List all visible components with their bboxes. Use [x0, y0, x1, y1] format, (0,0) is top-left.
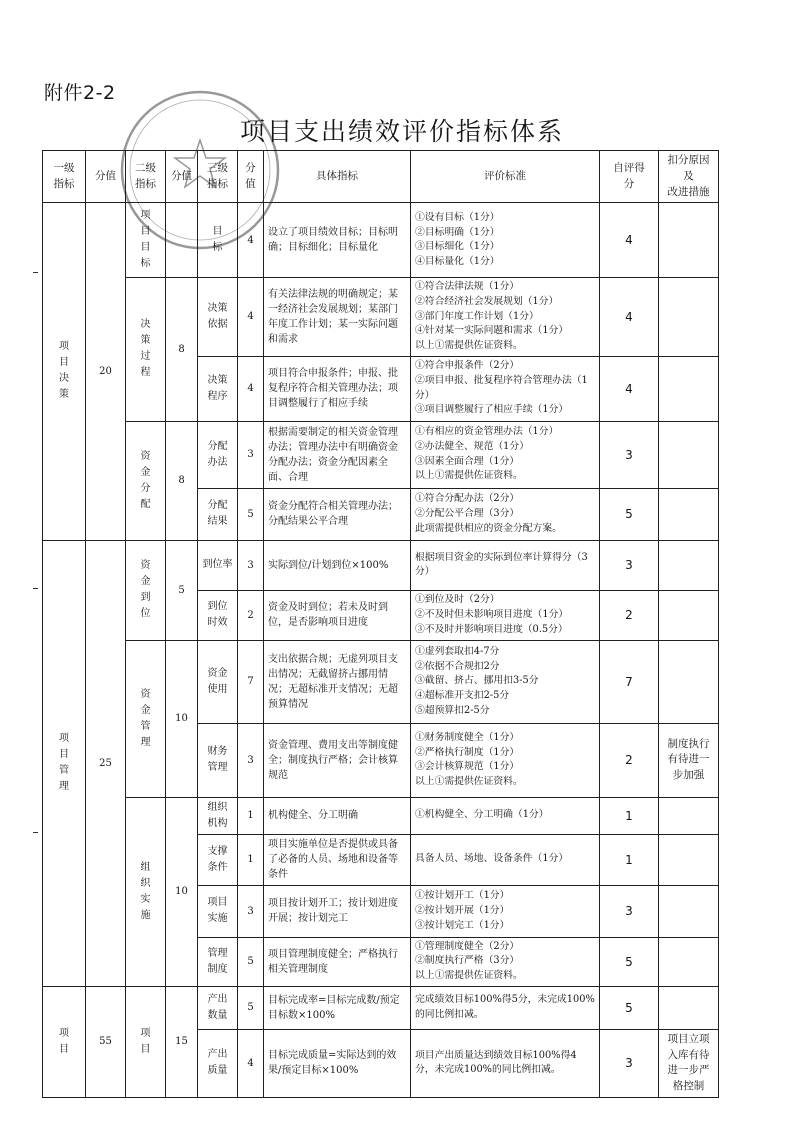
detail-cell: 机构健全、分工明确: [264, 797, 411, 834]
l3-score: 7: [238, 640, 264, 723]
l2-score: 15: [166, 986, 198, 1097]
criteria-cell: ①按计划开工（1分） ②按计划开展（1分） ③按计划完工（1分）: [411, 885, 600, 937]
self-score-cell: 5: [600, 937, 659, 986]
header-l3: 三级 指标: [198, 151, 238, 203]
header-deduct: 扣分原因及 改进措施: [659, 151, 719, 203]
l3-score: 1: [238, 834, 264, 885]
note-cell: [659, 356, 719, 421]
l3-name: 目 标: [198, 203, 238, 278]
criteria-cell: ①机构健全、分工明确（1分）: [411, 797, 600, 834]
note-cell: [659, 540, 719, 590]
document-title: 项目支出绩效评价指标体系: [240, 117, 565, 146]
l3-score: 4: [238, 278, 264, 356]
note-cell: 制度执行有待进一步加强: [659, 723, 719, 797]
l3-score: 5: [238, 937, 264, 986]
l3-name: 支撑 条件: [198, 834, 238, 885]
note-cell: [659, 640, 719, 723]
l3-name: 项目 实施: [198, 885, 238, 937]
l2-score: 8: [166, 421, 198, 540]
detail-cell: 项目管理制度健全；严格执行相关管理制度: [264, 937, 411, 986]
self-score-cell: 3: [600, 421, 659, 488]
margin-mark: [33, 832, 38, 833]
self-score-cell: 5: [600, 488, 659, 540]
l2-score: 8: [166, 278, 198, 421]
l3-score: 4: [238, 203, 264, 278]
l1-score: 25: [86, 540, 126, 986]
detail-cell: 支出依据合规；无虚列项目支出情况；无截留挤占挪用情况；无超标准开支情况；无超预算情况: [264, 640, 411, 723]
l2-name: 组 织 实 施: [126, 797, 166, 986]
table-row: [43, 421, 719, 488]
self-score-cell: 2: [600, 723, 659, 797]
l1-score: 20: [86, 203, 126, 540]
l3-name: 分配 办法: [198, 421, 238, 488]
l3-score: 1: [238, 797, 264, 834]
margin-mark: [33, 272, 38, 273]
l2-name: 项 目: [126, 986, 166, 1097]
detail-cell: 资金管理、费用支出等制度健全；制度执行严格；会计核算规范: [264, 723, 411, 797]
detail-cell: 项目实施单位是否提供或具备了必备的人员、场地和设备等条件: [264, 834, 411, 885]
l3-name: 到位率: [198, 540, 238, 590]
note-cell: [659, 278, 719, 356]
detail-cell: 目标完成质量=实际达到的效果/预定目标×100%: [264, 1029, 411, 1097]
criteria-cell: 具备人员、场地、设备条件（1分）: [411, 834, 600, 885]
criteria-cell: ①有相应的资金管理办法（1分） ②办法健全、规范（1分） ③因素全面合理（1分） 以上①需提供佐证资料。: [411, 421, 600, 488]
header-s2: 分值: [166, 151, 198, 203]
l1-name: 项 目: [43, 986, 86, 1097]
criteria-cell: ①虚列套取扣4-7分 ②依据不合规扣2分 ③截留、挤占、挪用扣3-5分 ④超标准开支扣2-5分 ⑤超预算扣2-5分: [411, 640, 600, 723]
note-cell: [659, 421, 719, 488]
self-score-cell: 2: [600, 590, 659, 640]
criteria-cell: ①符合法律法规（1分） ②符合经济社会发展规划（1分） ③部门年度工作计划（1分） ④针对某一实际问题和需求（1分） 以上①需提供佐证资料。: [411, 278, 600, 356]
l3-score: 3: [238, 723, 264, 797]
self-score-cell: 4: [600, 356, 659, 421]
note-cell: [659, 834, 719, 885]
l3-score: 5: [238, 986, 264, 1029]
l2-score: 10: [166, 797, 198, 986]
l2-name: 决 策 过 程: [126, 278, 166, 421]
detail-cell: 项目符合申报条件；申报、批复程序符合相关管理办法；项目调整履行了相应手续: [264, 356, 411, 421]
self-score-cell: 7: [600, 640, 659, 723]
self-score-cell: 3: [600, 1029, 659, 1097]
l2-name: 资 金 管 理: [126, 640, 166, 797]
header-self-score: 自评得 分: [600, 151, 659, 203]
l3-name: 组织 机构: [198, 797, 238, 834]
criteria-cell: ①管理制度健全（2分） ②制度执行严格（3分） 以上①需提供佐证资料。: [411, 937, 600, 986]
self-score-cell: 4: [600, 203, 659, 278]
header-s3: 分值: [238, 151, 264, 203]
l3-name: 到位 时效: [198, 590, 238, 640]
evaluation-index-table: [42, 150, 719, 1098]
note-cell: 项目立项入库有待进一步严格控制: [659, 1029, 719, 1097]
self-score-cell: 3: [600, 885, 659, 937]
note-cell: [659, 590, 719, 640]
criteria-cell: 根据项目资金的实际到位率计算得分（3分）: [411, 540, 600, 590]
header-s1: 分值: [86, 151, 126, 203]
detail-cell: 有关法律法规的明确规定；某一经济社会发展规划；某部门年度工作计划；某一实际问题和需求: [264, 278, 411, 356]
note-cell: [659, 937, 719, 986]
self-score-cell: 5: [600, 986, 659, 1029]
header-row: [43, 151, 719, 203]
self-score-cell: 3: [600, 540, 659, 590]
l3-name: 资金 使用: [198, 640, 238, 723]
note-cell: [659, 885, 719, 937]
l3-score: 4: [238, 356, 264, 421]
table-row: [43, 540, 719, 590]
note-cell: [659, 203, 719, 278]
note-cell: [659, 797, 719, 834]
table-row: [43, 986, 719, 1029]
l3-name: 决策 依据: [198, 278, 238, 356]
self-score-cell: 4: [600, 278, 659, 356]
l2-score: 10: [166, 640, 198, 797]
table-row: [43, 278, 719, 356]
attachment-label: 附件2-2: [44, 82, 116, 104]
l2-score: 5: [166, 540, 198, 640]
detail-cell: 实际到位/计划到位×100%: [264, 540, 411, 590]
l3-score: 5: [238, 488, 264, 540]
l3-name: 产出 质量: [198, 1029, 238, 1097]
detail-cell: 目标完成率=目标完成数/预定目标数×100%: [264, 986, 411, 1029]
criteria-cell: ①财务制度健全（1分） ②严格执行制度（1分） ③会计核算规范（1分） 以上①需提供佐证资料。: [411, 723, 600, 797]
l2-name: 资 金 分 配: [126, 421, 166, 540]
detail-cell: 根据需要制定的相关资金管理办法；管理办法中有明确资金分配办法；资金分配因素全面、合理: [264, 421, 411, 488]
l2-name: 资 金 到 位: [126, 540, 166, 640]
l3-name: 产出 数量: [198, 986, 238, 1029]
l3-name: 财务 管理: [198, 723, 238, 797]
header-criteria: 评价标准: [411, 151, 600, 203]
note-cell: [659, 986, 719, 1029]
l1-score: 55: [86, 986, 126, 1097]
criteria-cell: ①设有目标（1分） ②目标明确（1分） ③目标细化（1分） ④目标量化（1分）: [411, 203, 600, 278]
self-score-cell: 1: [600, 834, 659, 885]
l3-score: 3: [238, 421, 264, 488]
detail-cell: 设立了项目绩效目标；目标明确；目标细化；目标量化: [264, 203, 411, 278]
l3-name: 决策 程序: [198, 356, 238, 421]
detail-cell: 项目按计划开工；按计划进度开展；按计划完工: [264, 885, 411, 937]
l3-name: 管理 制度: [198, 937, 238, 986]
l3-name: 分配 结果: [198, 488, 238, 540]
l3-score: 3: [238, 540, 264, 590]
header-detail: 具体指标: [264, 151, 411, 203]
table-row: [43, 203, 719, 278]
margin-mark: [33, 588, 38, 589]
l2-name: 项 目 目 标: [126, 203, 166, 278]
l3-score: 2: [238, 590, 264, 640]
l1-name: 项 目 管 理: [43, 540, 86, 986]
criteria-cell: ①符合分配办法（2分） ②分配公平合理（3分） 此项需提供相应的资金分配方案。: [411, 488, 600, 540]
criteria-cell: 完成绩效目标100%得5分，未完成100%的同比例扣减。: [411, 986, 600, 1029]
header-l2: 二级 指标: [126, 151, 166, 203]
criteria-cell: 项目产出质量达到绩效目标100%得4分，未完成100%的同比例扣减。: [411, 1029, 600, 1097]
note-cell: [659, 488, 719, 540]
table-row: [43, 797, 719, 834]
l3-score: 3: [238, 885, 264, 937]
l3-score: 4: [238, 1029, 264, 1097]
detail-cell: 资金及时到位；若未及时到位，是否影响项目进度: [264, 590, 411, 640]
detail-cell: 资金分配符合相关管理办法；分配结果公平合理: [264, 488, 411, 540]
l1-name: 项 目 决 策: [43, 203, 86, 540]
self-score-cell: 1: [600, 797, 659, 834]
header-l1: 一级 指标: [43, 151, 86, 203]
criteria-cell: ①符合申报条件（2分） ②项目申报、批复程序符合管理办法（1分） ③项目调整履行了相应手续（1分）: [411, 356, 600, 421]
table-row: [43, 640, 719, 723]
criteria-cell: ①到位及时（2分） ②不及时但未影响项目进度（1分） ③不及时并影响项目进度（0.5分）: [411, 590, 600, 640]
l2-score: [166, 203, 198, 278]
